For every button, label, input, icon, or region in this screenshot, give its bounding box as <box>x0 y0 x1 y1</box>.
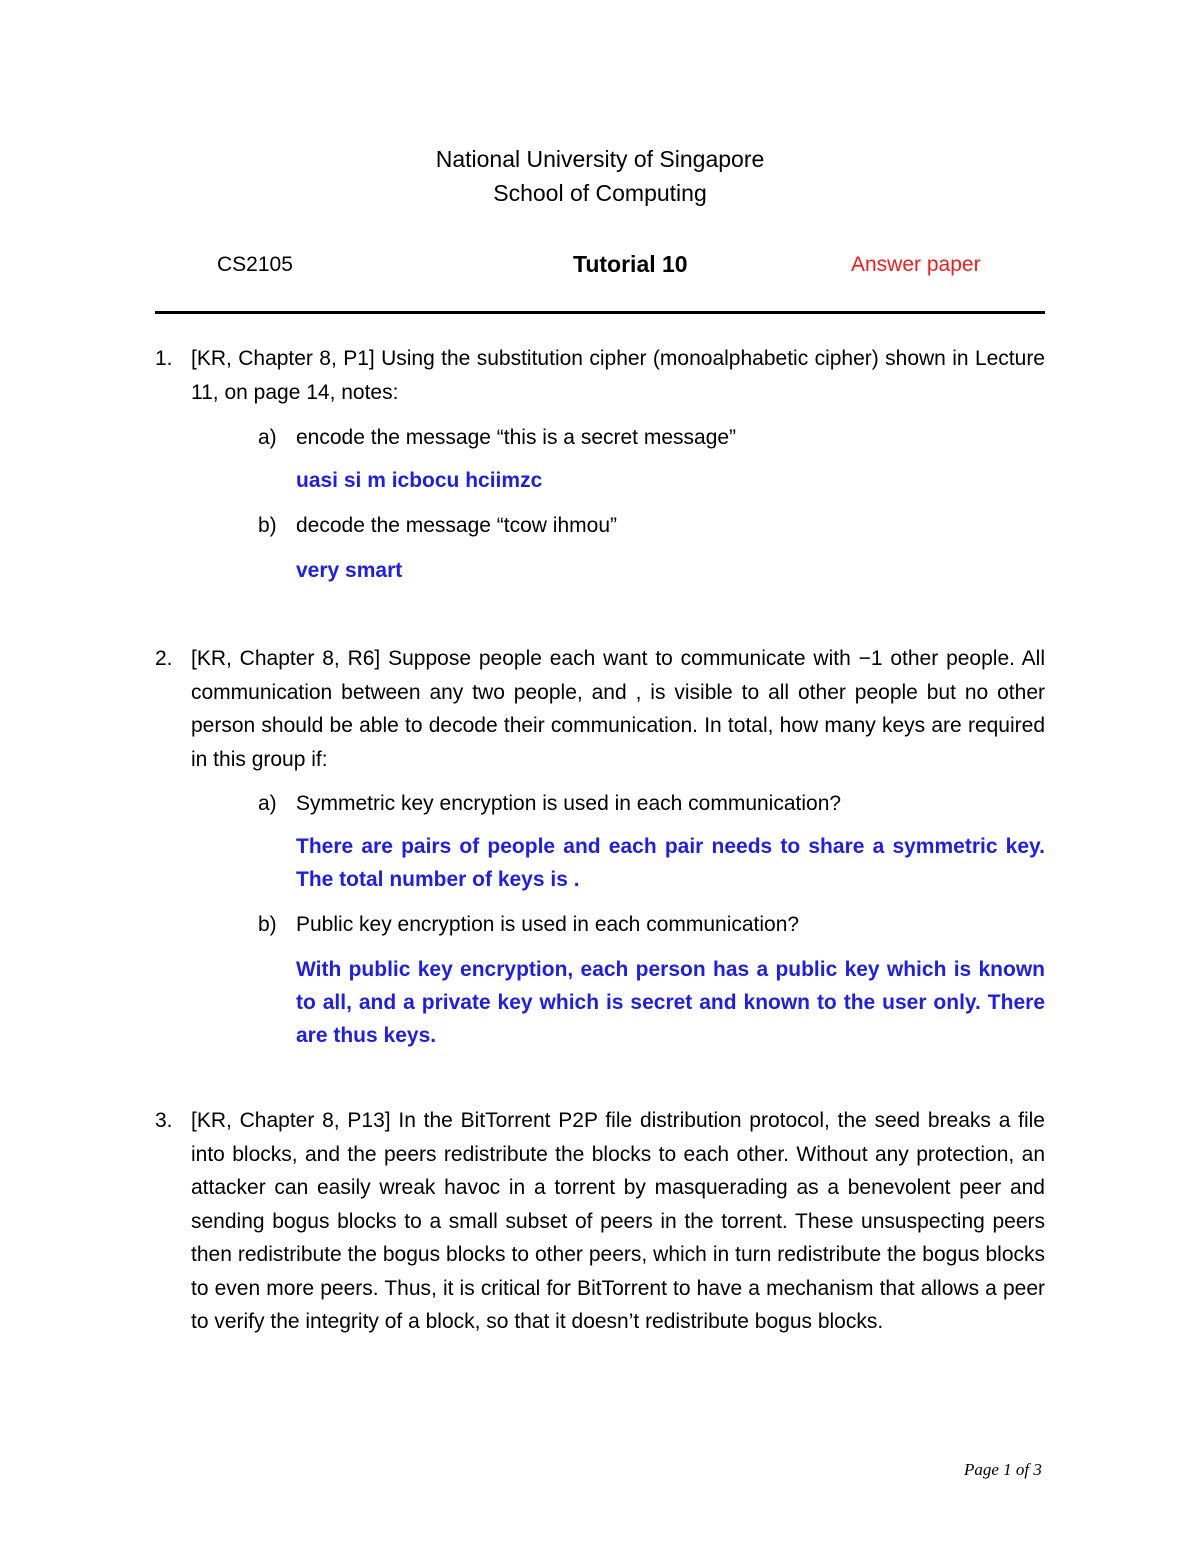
question-1-part-a <box>258 421 1045 454</box>
question-1-part-b <box>258 509 1045 542</box>
question-text: [KR, Chapter 8, P1] Using the substitution cipher (monoalphabetic cipher) shown in Lecture 11, on page 14, notes: <box>191 347 1045 404</box>
page-number: Page 1 of 3 <box>964 1460 1042 1479</box>
answer-2a: There are pairs of people and each pair needs to share a symmetric key. The total number of keys is . <box>296 835 1045 891</box>
question-number: 2. <box>155 647 173 670</box>
part-text: decode the message “tcow ihmou” <box>296 514 617 537</box>
answer-1a: uasi si m icbocu hciimzc <box>296 469 543 492</box>
question-text: [KR, Chapter 8, P13] In the BitTorrent P2P file distribution protocol, the seed breaks a file into blocks, and the peers redistribute the blocks to each other. Without any protection, an attacker can easily wreak havoc in a torrent by masquerading as a benevolent peer and sending bogus blocks to a small subset of peers in the torrent. These unsuspecting peers then redistribute the bogus blocks to other peers, which in turn redistribute the bogus blocks to even more peers. Thus, it is critical for BitTorrent to have a mechanism that allows a peer to verify the integrity of a block, so that it doesn’t redistribute bogus blocks. <box>191 1109 1045 1333</box>
answer-1b: very smart <box>296 559 403 582</box>
part-label: b) <box>258 514 277 537</box>
part-text: Public key encryption is used in each communication? <box>296 913 800 936</box>
tutorial-title: Tutorial 10 <box>573 251 688 277</box>
part-text: Symmetric key encryption is used in each communication? <box>296 792 842 815</box>
answer-paper-label: Answer paper <box>851 253 981 276</box>
question-2-part-a <box>258 787 1045 820</box>
part-text: encode the message “this is a secret message” <box>296 426 737 449</box>
question-2-part-b <box>258 908 1045 941</box>
question-text: [KR, Chapter 8, R6] Suppose people each want to communicate with −1 other people. All communication between any two people, and , is visible to all other people but no other person should be able to decode their communication. In total, how many keys are required in this group if: <box>191 647 1045 771</box>
question-2 <box>155 642 1045 776</box>
part-label: b) <box>258 913 277 936</box>
question-1 <box>155 342 1045 409</box>
question-3 <box>155 1104 1045 1339</box>
part-label: a) <box>258 426 277 449</box>
answer-2b: With public key encryption, each person has a public key which is known to all, and a private key which is secret and known to the user only. There are thus keys. <box>296 958 1045 1047</box>
header-divider <box>155 311 1045 314</box>
question-number: 1. <box>155 347 173 370</box>
course-code: CS2105 <box>217 253 293 276</box>
school-name: School of Computing <box>493 180 707 206</box>
university-name: National University of Singapore <box>435 146 765 172</box>
question-number: 3. <box>155 1109 173 1132</box>
part-label: a) <box>258 792 277 815</box>
